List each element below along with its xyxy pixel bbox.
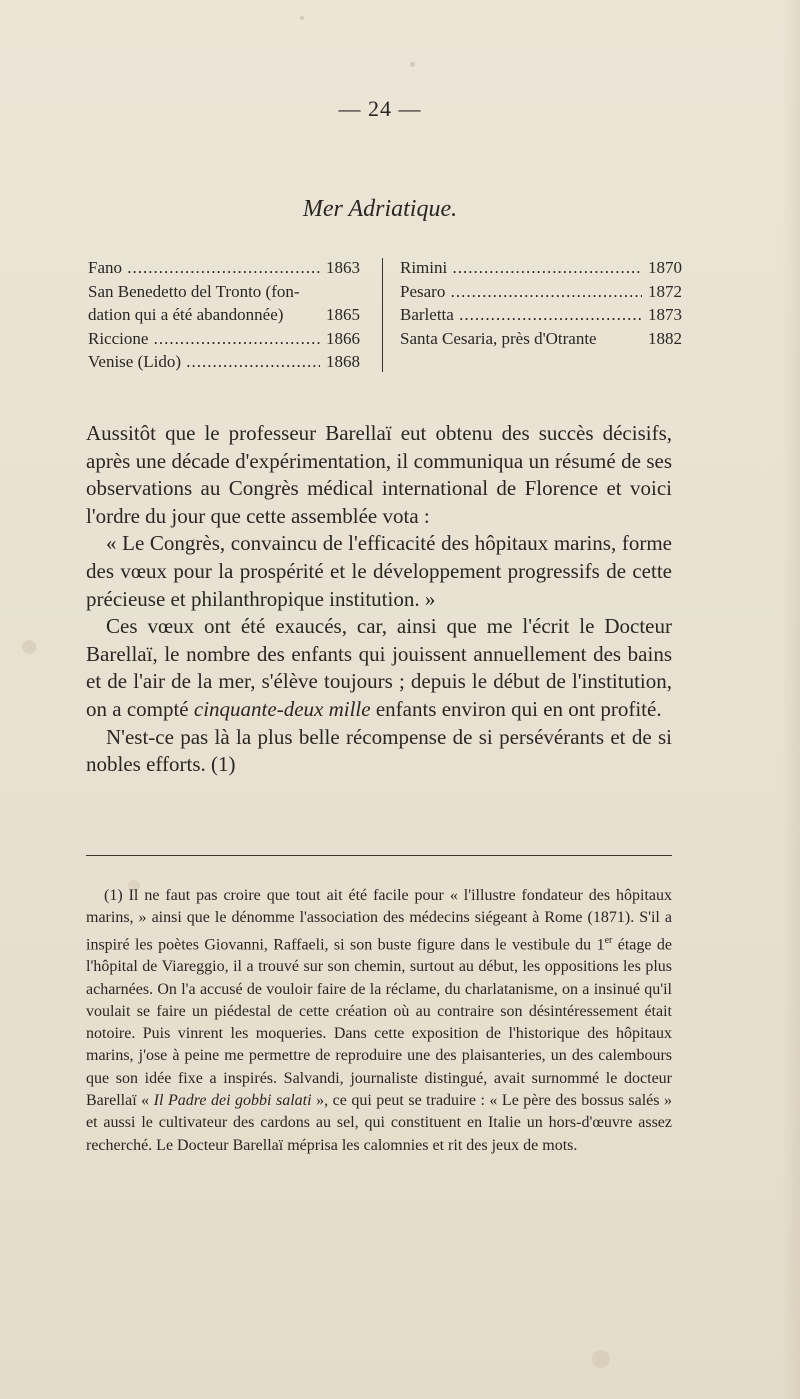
- location-row: [88, 350, 360, 374]
- location-row: [400, 256, 682, 280]
- locations-right-column: [400, 256, 682, 350]
- location-year: 1870: [648, 258, 682, 277]
- location-row: [88, 256, 360, 280]
- footnote-text: étage de l'hôpital de Viareggio, il a trouvé sur son chemin, surtout au début, les oppositions les plus acharnées. On l'a accusé de vouloir faire de la réclame, du charlatanisme, on a insinué qu'il voulait se faire un piédestal de cette création où au contraire son désintéressement était notoire. Puis vinrent les moqueries. Dans cette exposition de l'historique des hôpitaux marins, j'ose à peine me permettre de reproduire une des plaisanteries, un des calembours que son idée fixe a inspirés. Salvandi, journaliste distingué, avait surnommé le docteur Barellaï «: [86, 935, 672, 1109]
- body-text-span: Ces vœux ont été exaucés, car, ainsi que me l'écrit le Docteur Barellaï, le nombre des enfants qui jouissent annuellement des bains et de l'air de la mer, s'élève toujours ; depuis le début de l'institution, on a compté: [86, 614, 672, 721]
- paper-speck: [300, 16, 304, 20]
- location-year: 1866: [326, 328, 360, 348]
- body-paragraph: [86, 613, 672, 723]
- footnote-text: », ce qui peut se traduire : « Le père des bossus salés » et aussi le cultivateur des cardons au sel, qui constituent en Italie un hors-d'œuvre assez recherché. Le Docteur Barellaï méprisa les calomnies et rit des jeux de mots.: [86, 1092, 673, 1154]
- location-year: 1873: [648, 305, 682, 324]
- location-row: [88, 280, 360, 304]
- location-name: Riccione .....: [88, 327, 320, 351]
- location-year: 1863: [326, 258, 360, 277]
- body-paragraph: N'est-ce pas là la plus belle récompense de si persévérants et de si nobles efforts. (1): [86, 724, 672, 777]
- footnote-italic: Il Padre dei gobbi salati: [153, 1092, 312, 1109]
- footnote: [86, 885, 672, 1157]
- body-text: [86, 420, 672, 779]
- location-name: Rimini .....: [400, 256, 642, 280]
- location-name: Venise (Lido) .....: [88, 350, 320, 374]
- location-row: [88, 303, 360, 327]
- footnote-paragraph: [86, 885, 672, 1157]
- location-name: Pesaro .....: [400, 280, 642, 304]
- locations-table: [88, 256, 688, 376]
- page-number: — 24 —: [338, 96, 422, 121]
- location-name: San Benedetto del Tronto (fon-: [88, 281, 300, 301]
- section-title: Mer Adriatique.: [302, 196, 458, 222]
- paper-speck: [22, 640, 36, 654]
- footnote-text: (1) Il ne faut pas croire que tout ait été facile pour « l'illustre fondateur des hôpitaux marins, » ainsi que le dénomme l'association des médecins siégeant à Rome (1871). S'il a inspiré les poètes Giovanni, Raffaeli, si son buste figure dans le vestibule du 1: [86, 887, 672, 953]
- body-text-span: enfants environ qui en ont profité.: [370, 696, 662, 721]
- location-row: [400, 280, 682, 304]
- column-divider: [382, 258, 383, 372]
- locations-left-column: [88, 256, 360, 374]
- location-row: [88, 327, 360, 351]
- footnote-superscript: er: [604, 934, 613, 946]
- footnote-rule: [86, 855, 672, 856]
- location-name: dation qui a été abandonnée): [88, 305, 284, 324]
- location-year: 1882: [648, 328, 682, 348]
- location-name: Santa Cesaria, près d'Otrante: [400, 328, 597, 348]
- body-paragraph: « Le Congrès, convaincu de l'efficacité des hôpitaux marins, forme des vœux pour la prospérité et le développement progressifs de cette précieuse et philanthropique institution. »: [86, 531, 672, 611]
- location-year: [354, 280, 360, 304]
- location-name: Barletta .....: [400, 303, 642, 327]
- paper-speck: [410, 62, 415, 67]
- body-paragraph: Aussitôt que le professeur Barellaï eut obtenu des succès décisifs, après une décade d'expérimentation, il communiqua un résumé de ses observations au Congrès médical international de Florence et voici l'ordre du jour que cette assemblée vota :: [86, 421, 672, 528]
- location-row: [400, 327, 682, 351]
- location-row: [400, 303, 682, 327]
- location-name: Fano .....: [88, 256, 320, 280]
- location-year: 1872: [648, 281, 682, 301]
- page-edge-shadow: [782, 0, 800, 1399]
- location-year: 1868: [326, 352, 360, 371]
- paper-speck: [592, 1350, 610, 1368]
- emphasis-text: cinquante-deux mille: [193, 696, 371, 721]
- location-year: 1865: [326, 305, 360, 324]
